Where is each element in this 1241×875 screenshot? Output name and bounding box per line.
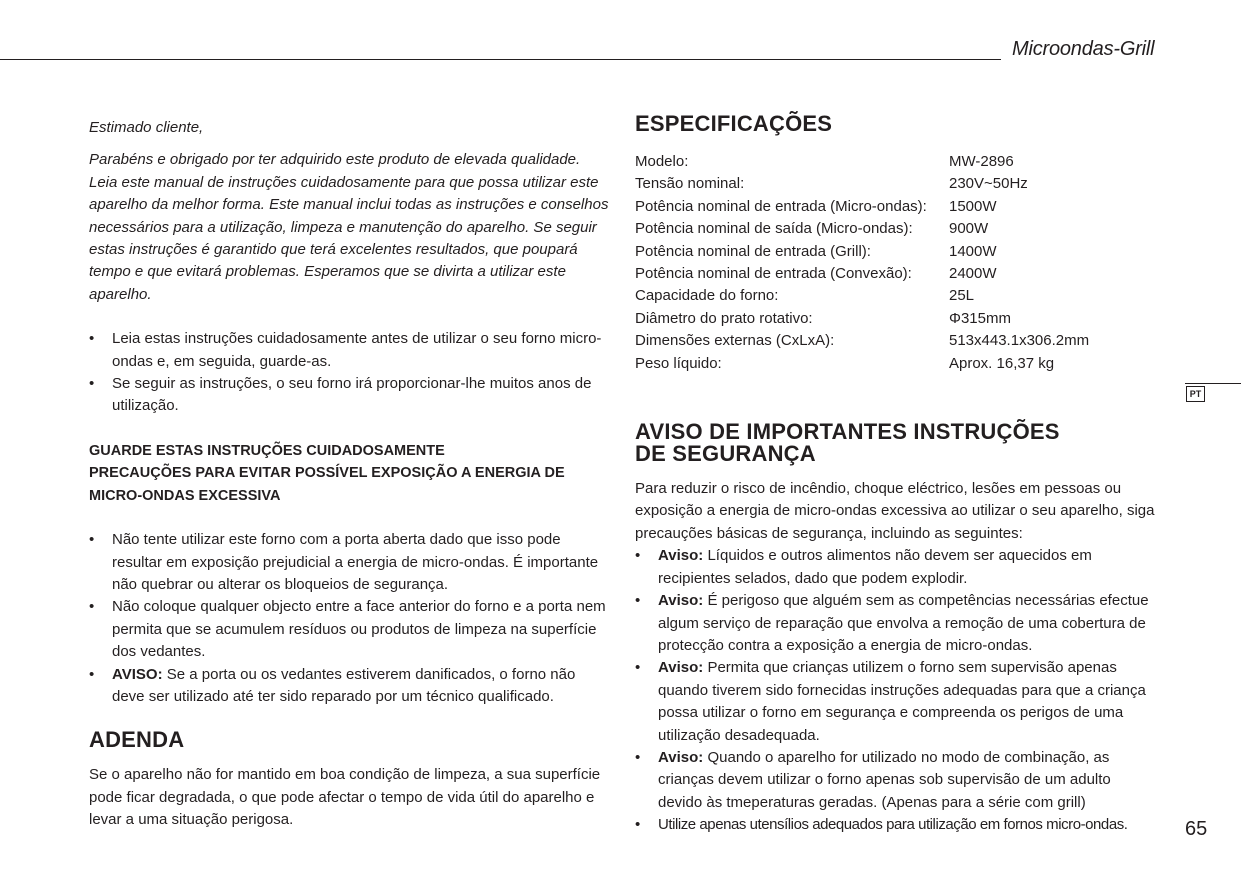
aviso-label: Aviso:	[658, 592, 704, 610]
usage-bullets	[89, 328, 609, 418]
spec-label: Tensão nominal:	[635, 175, 745, 193]
list-item	[635, 747, 1155, 814]
safety-bullets	[635, 545, 1155, 836]
aviso-text: Líquidos e outros alimentos não devem ser aquecidos em recipientes selados, dado que podem explodir.	[658, 547, 1092, 587]
specs-table	[635, 151, 1089, 375]
list-item	[635, 590, 1155, 657]
spec-label: Dimensões externas (CxLxA):	[635, 332, 835, 350]
spec-label: Potência nominal de entrada (Convexão):	[635, 265, 912, 283]
header-rule	[0, 59, 1001, 60]
aviso-label: Aviso:	[658, 659, 704, 677]
spec-row	[635, 285, 1089, 307]
list-item: • Não coloque qualquer objecto entre a face anterior do forno e a porta nem permita que se acumulem resíduos ou produtos de limpeza na superfície dos vedantes.	[89, 596, 609, 663]
aviso-text: Permita que crianças utilizem o forno sem supervisão apenas quando tiverem sido fornecidas instruções adequadas para que a criança possa utilizar o forno em segurança e compreenda os perigos de uma utilização desadequada.	[658, 659, 1146, 744]
safety-intro: Para reduzir o risco de incêndio, choque eléctrico, lesões em pessoas ou exposição a energia de micro-ondas excessiva ao utilizar o seu aparelho, siga precauções básicas de segurança, incluindo as seguintes:	[635, 480, 1155, 542]
spec-row	[635, 353, 1089, 375]
spec-value: 1500W	[949, 197, 997, 215]
aviso-text: Se a porta ou os vedantes estiverem danificados, o forno não deve ser utilizado até ter sido reparado por um técnico qualificado.	[112, 665, 576, 705]
spec-row	[635, 308, 1089, 330]
right-column	[635, 113, 1155, 837]
spec-value: 2400W	[949, 265, 997, 283]
list-item	[635, 545, 1155, 590]
list-item	[89, 664, 609, 709]
spec-value: 1400W	[949, 242, 997, 260]
spec-row	[635, 263, 1089, 285]
adenda-title: ADENDA	[89, 727, 185, 753]
list-item: • Leia estas instruções cuidadosamente antes de utilizar o seu forno micro-ondas e, em seguida, guarde-as.	[89, 328, 609, 373]
aviso-label: AVISO:	[112, 665, 163, 683]
spec-value: Aprox. 16,37 kg	[949, 354, 1055, 372]
spec-row	[635, 330, 1089, 352]
spec-value: MW-2896	[949, 153, 1014, 170]
spec-label: Peso líquido:	[635, 354, 722, 372]
adenda-paragraph: Se o aparelho não for mantido em boa condição de limpeza, a sua superfície pode ficar degradada, o que pode afectar o tempo de vida útil do aparelho e levar a uma situação perigosa.	[89, 766, 601, 829]
list-item: • Utilize apenas utensílios adequados para utilização em fornos micro-ondas.	[635, 814, 1155, 836]
spec-row	[635, 151, 1089, 173]
aviso-label: Aviso:	[658, 547, 704, 565]
page-number: 65	[1185, 818, 1208, 840]
aviso-label: Aviso:	[658, 748, 704, 766]
greeting: Estimado cliente,	[89, 119, 204, 136]
intro-paragraph: Parabéns e obrigado por ter adquirido este produto de elevada qualidade. Leia este manual de instruções cuidadosamente para que possa utilizar este aparelho da melhor forma. Este manual inclui todas as instruções e conselhos necessários para a utilização, limpeza e manutenção do aparelho. Se seguir estas instruções é garantido que terá excelentes resultados, que poupará tempo e que evitará problemas. Esperamos que se divirta a utilizar este aparelho.	[89, 151, 609, 303]
spec-value: 25L	[949, 287, 975, 305]
list-item: • Não tente utilizar este forno com a porta aberta dado que isso pode resultar em exposição prejudicial a energia de micro-ondas. É importante não quebrar ou alterar os bloqueios de segurança.	[89, 529, 609, 596]
spec-label: Diâmetro do prato rotativo:	[635, 309, 813, 327]
spec-row	[635, 173, 1089, 195]
spec-label: Potência nominal de saída (Micro-ondas):	[635, 220, 913, 238]
spec-row	[635, 241, 1089, 263]
spec-value: 513x443.1x306.2mm	[949, 332, 1090, 350]
spec-label: Modelo:	[635, 153, 689, 170]
spec-label: Potência nominal de entrada (Grill):	[635, 242, 871, 260]
spec-value: Φ315mm	[949, 309, 1011, 327]
spec-label: Potência nominal de entrada (Micro-ondas):	[635, 197, 927, 215]
running-header-title: Microondas-Grill	[1012, 38, 1155, 60]
left-column	[89, 117, 609, 832]
spec-value: 900W	[949, 220, 989, 238]
language-tab-rule	[1185, 383, 1241, 384]
list-item: • Se seguir as instruções, o seu forno irá proporcionar-lhe muitos anos de utilização.	[89, 373, 609, 418]
spec-row	[635, 196, 1089, 218]
subheading-keep-instructions: GUARDE ESTAS INSTRUÇÕES CUIDADOSAMENTE	[89, 442, 445, 459]
aviso-text: Quando o aparelho for utilizado no modo de combinação, as crianças devem utilizar o forno apenas sob supervisão de um adulto devido às tmeperaturas geradas. (Apenas para a série com grill)	[658, 748, 1111, 811]
spec-value: 230V~50Hz	[949, 175, 1028, 193]
subheading-precautions: PRECAUÇÕES PARA EVITAR POSSÍVEL EXPOSIÇÃO A ENERGIA DE MICRO-ONDAS EXCESSIVA	[89, 465, 565, 504]
language-badge: PT	[1186, 386, 1205, 402]
specs-title: ESPECIFICAÇÕES	[635, 111, 833, 136]
aviso-text: É perigoso que alguém sem as competências necessárias efectue algum serviço de reparação que envolva a remoção de uma cobertura de protecção contra a exposição a energia de micro-ondas.	[658, 592, 1149, 654]
spec-label: Capacidade do forno:	[635, 287, 779, 305]
precaution-bullets	[89, 529, 609, 708]
list-item	[635, 657, 1155, 747]
safety-title: AVISO DE IMPORTANTES INSTRUÇÕES DE SEGURANÇA	[635, 419, 1060, 467]
spec-row	[635, 218, 1089, 240]
